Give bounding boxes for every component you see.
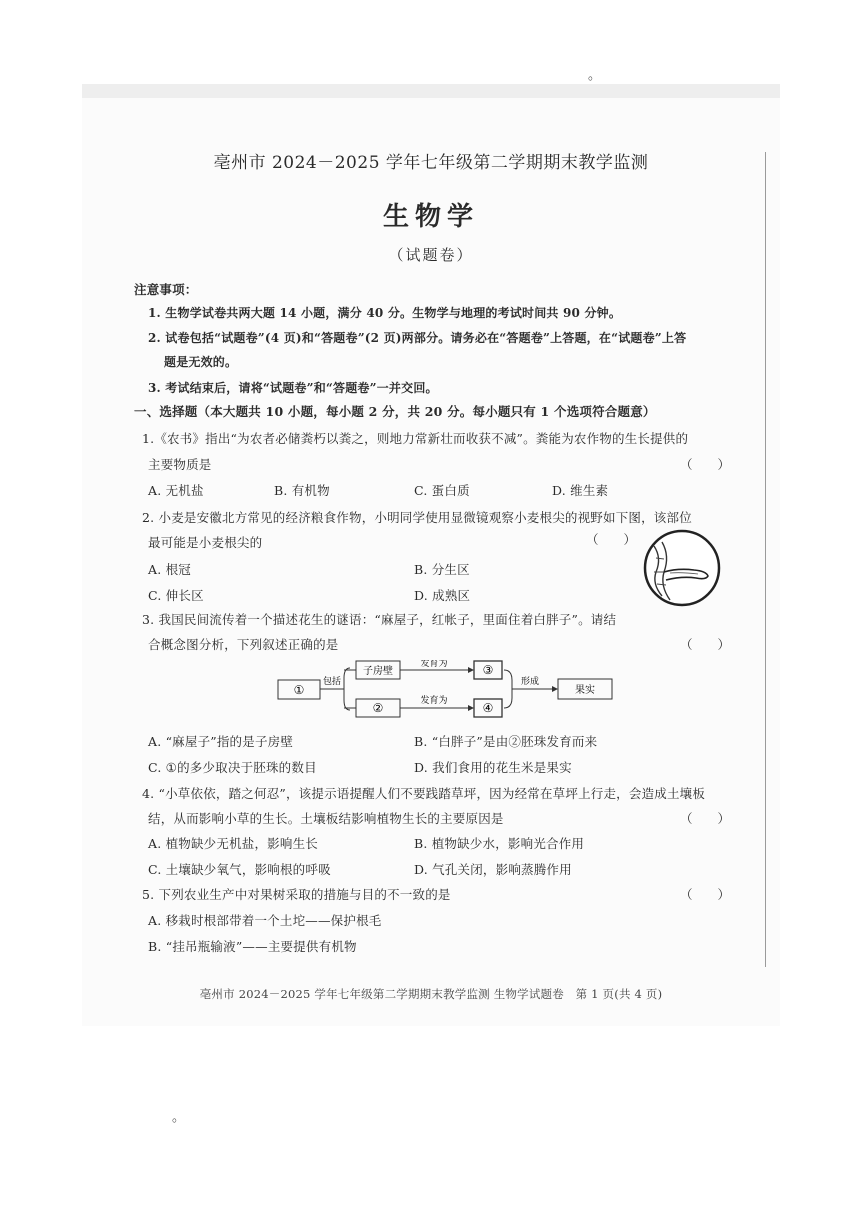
node-1: ① <box>293 683 305 697</box>
notice-item: 3. 考试结束后，请将“试题卷”和“答题卷”一并交回。 <box>148 381 438 395</box>
option-d: D. 成熟区 <box>414 588 471 603</box>
develops-label-bottom: 发育为 <box>420 696 448 706</box>
option-b: B. 分生区 <box>414 562 470 577</box>
option-a: A. 无机盐 <box>148 483 204 498</box>
ovary-wall-node: 子房壁 <box>363 666 393 677</box>
option-a: A. 植物缺少无机盐，影响生长 <box>148 836 318 851</box>
top-dot-mark: 。 <box>588 68 602 83</box>
page-footer: 亳州市 2024－2025 学年七年级第二学期期末教学监测 生物学试题卷 第 1 页(共 4 页) <box>199 987 663 1001</box>
option-d: D. 气孔关闭，影响蒸腾作用 <box>414 862 572 877</box>
question-stem: 4. “小草依依，踏之何忍”，该提示语提醒人们不要践踏草坪，因为经常在草坪上行走，会造成土壤板 <box>142 786 706 801</box>
question-stem: 1.《农书》指出“为农者必储粪朽以粪之，则地力常新壮而收获不减”。粪能为农作物的生长提供的 <box>142 431 689 446</box>
option-a: A. 根冠 <box>148 562 191 577</box>
contains-label: 包括 <box>322 677 342 687</box>
page-margin-line <box>765 152 766 967</box>
booklet-label: （试题卷） <box>388 246 474 264</box>
option-b: B. 有机物 <box>274 483 330 498</box>
question-stem: 结，从而影响小草的生长。土壤板结影响植物生长的主要原因是 <box>148 811 504 826</box>
option-b: B. 植物缺少水，影响光合作用 <box>414 836 585 851</box>
subject-title: 生物学 <box>382 202 479 232</box>
option-b: B. “白胖子”是由②胚珠发育而来 <box>414 734 598 749</box>
answer-bracket: （ ） <box>680 811 731 826</box>
option-a: A. 移栽时根部带着一个土坨——保护根毛 <box>148 913 382 928</box>
forms-label: 形成 <box>520 677 540 687</box>
question-stem: 合概念图分析，下列叙述正确的是 <box>148 637 339 652</box>
answer-bracket: （ ） <box>680 457 731 472</box>
question-stem: 最可能是小麦根尖的 <box>148 535 263 550</box>
option-b: B. “挂吊瓶输液”——主要提供有机物 <box>148 939 357 954</box>
fruit-node: 果实 <box>575 685 595 696</box>
node-2: ② <box>372 701 384 715</box>
notice-heading: 注意事项： <box>134 282 198 297</box>
question-stem: 5. 下列农业生产中对果树采取的措施与目的不一致的是 <box>142 887 451 902</box>
question-stem: 3. 我国民间流传着一个描述花生的谜语：“麻屋子，红帐子，里面住着白胖子”。请结 <box>142 612 617 627</box>
option-a: A. “麻屋子”指的是子房壁 <box>148 734 294 749</box>
notice-item: 2. 试卷包括“试题卷”(4 页)和“答题卷”(2 页)两部分。请务必在“答题卷”上答题，在“试题卷”上答 <box>148 331 687 345</box>
option-c: C. ①的多少取决于胚珠的数目 <box>148 760 317 775</box>
node-4: ④ <box>482 701 494 715</box>
develops-label-top: 发育为 <box>420 660 448 669</box>
question-stem: 2. 小麦是安徽北方常见的经济粮食作物，小明同学使用显微镜观察小麦根尖的视野如下图，该部位 <box>142 510 692 525</box>
bottom-dot-mark: 。 <box>172 1110 186 1125</box>
section-heading: 一、选择题（本大题共 10 小题，每小题 2 分，共 20 分。每小题只有 1 个选项符合题意） <box>134 404 656 419</box>
root-tip-micrograph <box>642 528 722 608</box>
option-c: C. 伸长区 <box>148 588 204 603</box>
scan-edge <box>82 84 780 98</box>
answer-bracket: （ ） <box>680 637 731 652</box>
answer-bracket: （ ） <box>680 887 731 902</box>
answer-bracket: （ ） <box>586 532 637 547</box>
option-c: C. 蛋白质 <box>414 483 470 498</box>
notice-item: 1. 生物学试卷共两大题 14 小题，满分 40 分。生物学与地理的考试时间共 90 分钟。 <box>148 306 622 320</box>
option-d: D. 我们食用的花生米是果实 <box>414 760 572 775</box>
option-d: D. 维生素 <box>552 483 609 498</box>
concept-map <box>272 660 622 720</box>
exam-title: 亳州市 2024－2025 学年七年级第二学期期末教学监测 <box>213 153 649 173</box>
notice-item-continued: 题是无效的。 <box>164 355 238 369</box>
exam-page <box>82 84 780 1026</box>
option-c: C. 土壤缺少氧气，影响根的呼吸 <box>148 862 331 877</box>
question-stem: 主要物质是 <box>148 457 212 472</box>
node-3: ③ <box>482 663 494 677</box>
